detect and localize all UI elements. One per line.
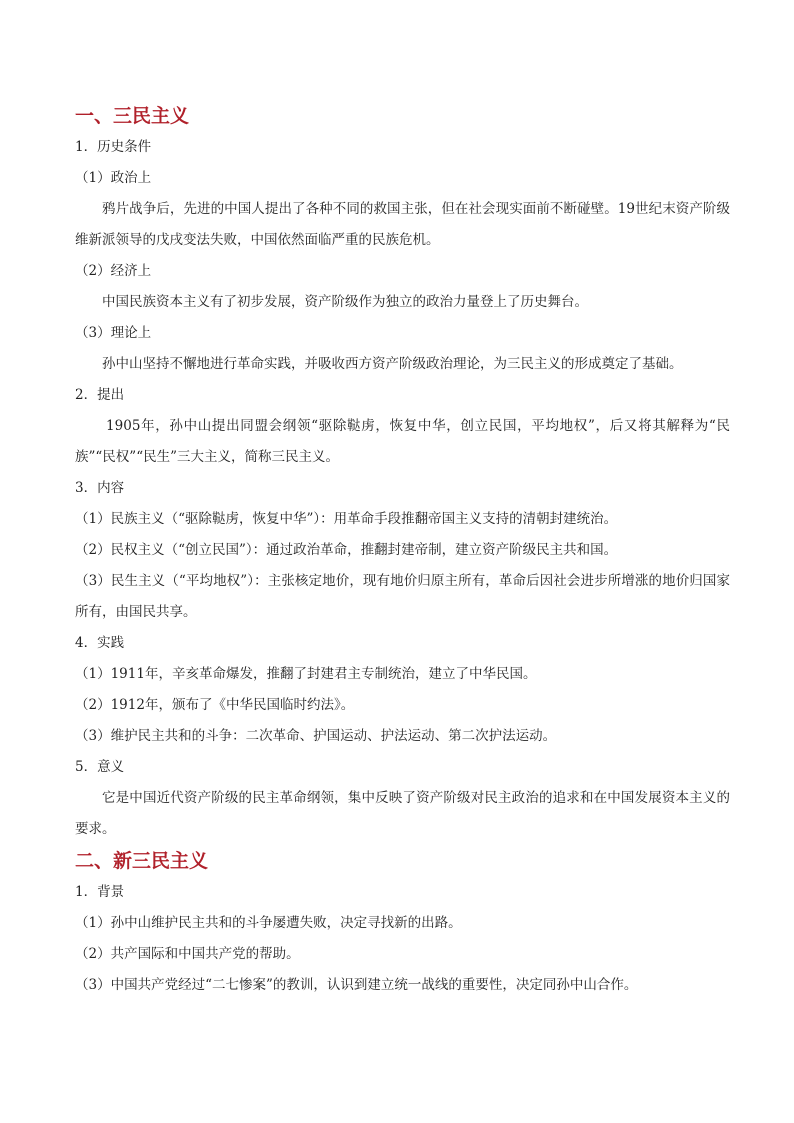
heading-proposal: 2．提出 <box>75 387 125 403</box>
item-theoretical: （3）理论上 <box>75 325 152 341</box>
item-democracy: （2）民权主义（“创立民国”）：通过政治革命，推翻封建帝制，建立资产阶级民主共和国。 <box>75 542 618 558</box>
paragraph-political: 鸦片战争后，先进的中国人提出了各种不同的救国主张，但在社会现实面前不断碰壁。19世纪末资产阶级维新派领导的戊戌变法失败，中国依然面临严重的民族危机。 <box>75 201 730 248</box>
item-background-2: （2）共产国际和中国共产党的帮助。 <box>75 946 300 962</box>
document-page <box>75 100 730 1001</box>
item-background-1: （1）孙中山维护民主共和的斗争屡遭失败，决定寻找新的出路。 <box>75 915 462 931</box>
heading-significance: 5．意义 <box>75 759 125 775</box>
heading-historical-conditions: 1．历史条件 <box>75 139 152 155</box>
item-background-3: （3）中国共产党经过“二七惨案”的教训，认识到建立统一战线的重要性，决定同孙中山合作。 <box>75 977 638 993</box>
item-practice-struggle: （3）维护民主共和的斗争：二次革命、护国运动、护法运动、第二次护法运动。 <box>75 728 557 744</box>
paragraph-proposal: 1905年，孙中山提出同盟会纲领“驱除鞑虏，恢复中华，创立民国，平均地权”，后又将其解释为“民族”“民权”“民生”三大主义，简称三民主义。 <box>75 418 730 465</box>
item-livelihood: （3）民生主义（“平均地权”）：主张核定地价，现有地价归原主所有，革命后因社会进步所增涨的地价归国家所有，由国民共享。 <box>75 573 730 620</box>
heading-practice: 4．实践 <box>75 635 125 651</box>
item-nationalism: （1）民族主义（“驱除鞑虏，恢复中华”）：用革命手段推翻帝国主义支持的清朝封建统治。 <box>75 511 618 527</box>
paragraph-economic: 中国民族资本主义有了初步发展，资产阶级作为独立的政治力量登上了历史舞台。 <box>102 294 588 310</box>
heading-background: 1．背景 <box>75 884 125 900</box>
item-economic: （2）经济上 <box>75 263 152 279</box>
item-practice-1911: （1）1911年，辛亥革命爆发，推翻了封建君主专制统治，建立了中华民国。 <box>75 666 537 682</box>
paragraph-significance: 它是中国近代资产阶级的民主革命纲领，集中反映了资产阶级对民主政治的追求和在中国发展资本主义的要求。 <box>75 790 730 837</box>
heading-content: 3．内容 <box>75 480 125 496</box>
item-practice-1912: （2）1912年，颁布了《中华民国临时约法》。 <box>75 697 355 713</box>
paragraph-theoretical: 孙中山坚持不懈地进行革命实践，并吸收西方资产阶级政治理论，为三民主义的形成奠定了基础。 <box>102 356 683 372</box>
item-political: （1）政治上 <box>75 170 152 186</box>
section-title-new-sanmin: 二、新三民主义 <box>75 850 209 872</box>
section-title-sanmin: 一、三民主义 <box>75 105 190 127</box>
